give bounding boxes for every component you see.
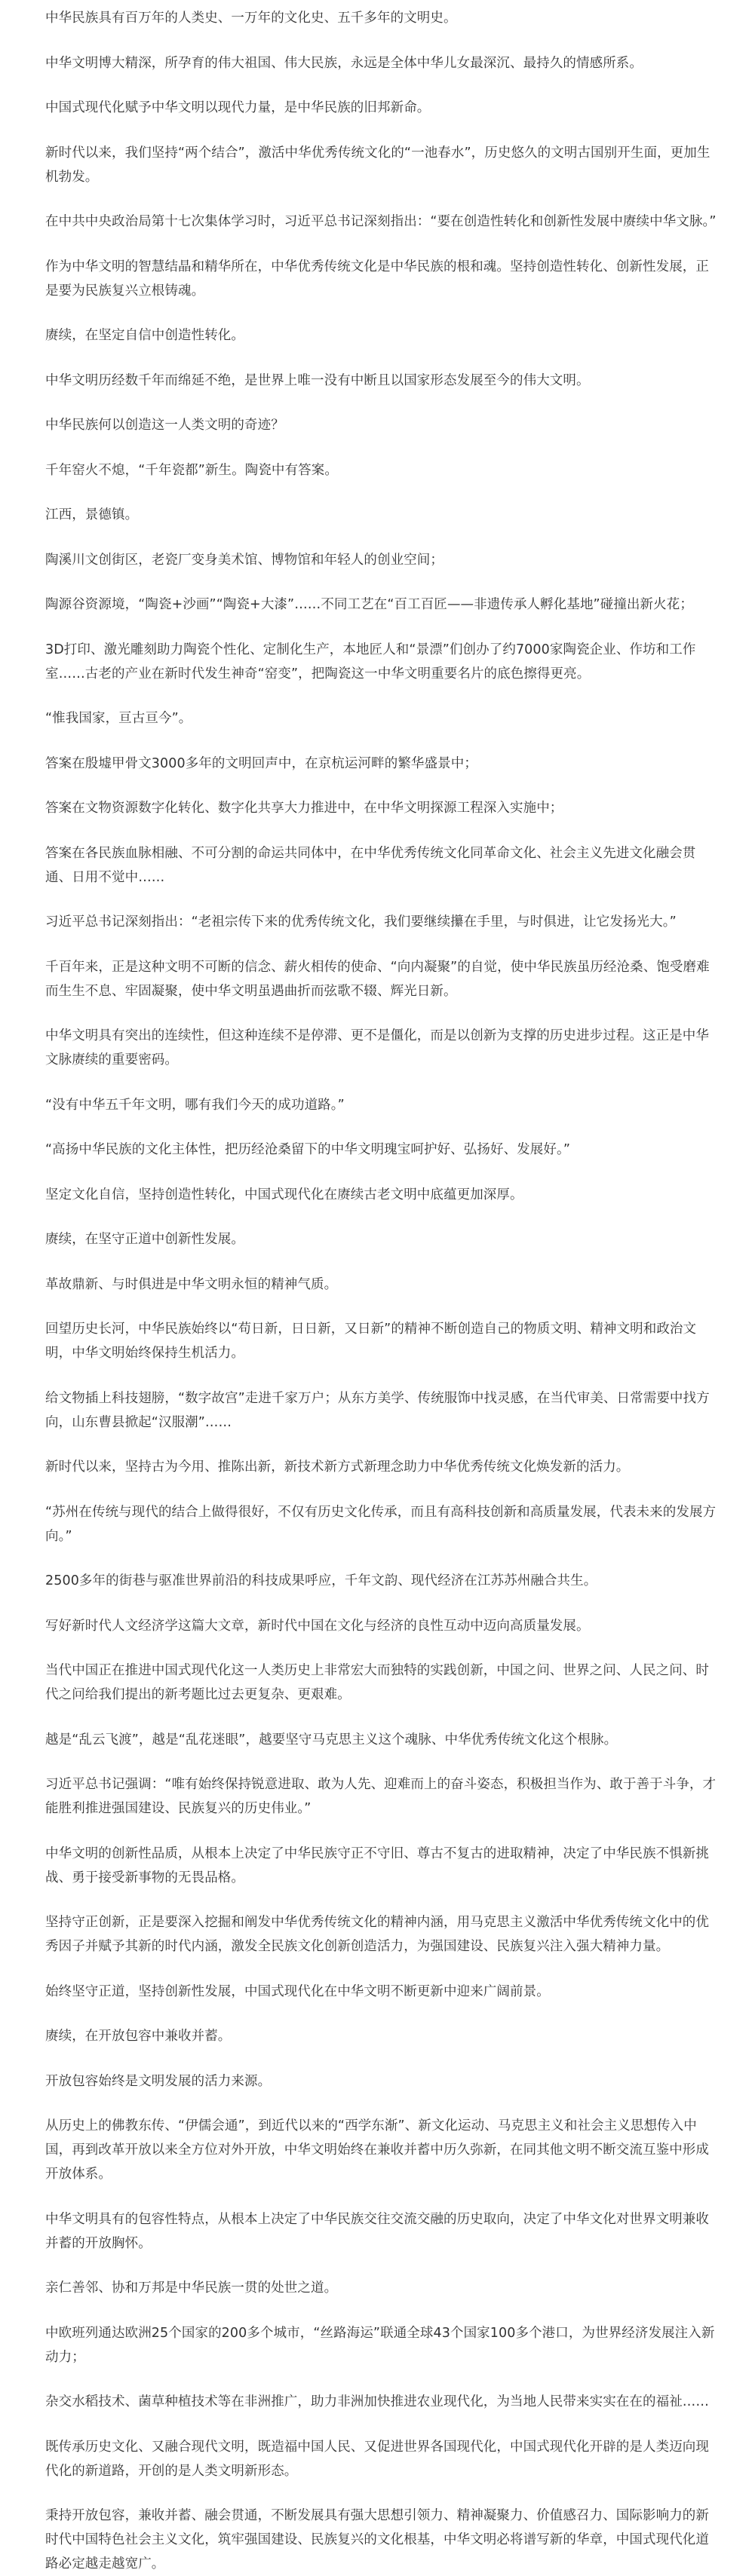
paragraph: 陶溪川文创街区，老瓷厂变身美术馆、博物馆和年轻人的创业空间； [45, 552, 444, 568]
paragraph: 坚持守正创新，正是要深入挖掘和阐发中华优秀传统文化的精神内涵，用马克思主义激活中华优秀传统文化中的优秀因子并赋予其新的时代内涵，激发全民族文化创新创造活力，为强国建设、民族复兴注入强大精神力量。 [45, 1915, 709, 1954]
paragraph: 越是“乱云飞渡”，越是“乱花迷眼”，越要坚守马克思主义这个魂脉、中华优秀传统文化这个根脉。 [45, 1732, 618, 1747]
paragraph: 中华文明博大精深，所孕育的伟大祖国、伟大民族，永远是全体中华儿女最深沉、最持久的情感所系。 [45, 55, 643, 71]
paragraph: 2500多年的街巷与驱准世界前沿的科技成果呼应，千年文韵、现代经济在江苏苏州融合共生。 [45, 1573, 597, 1588]
paragraph: 赓续，在开放包容中兼收并蓄。 [45, 2029, 232, 2044]
paragraph: “没有中华五千年文明，哪有我们今天的成功道路。” [45, 1097, 345, 1113]
paragraph: 秉持开放包容，兼收并蓄、融会贯通，不断发展具有强大思想引领力、精神凝聚力、价值感召力、国际影响力的新时代中国特色社会主义文化，筑牢强国建设、民族复兴的文化根基，中华文明必将谱写新的华章，中国式现代化道路必定越走越宽广。 [45, 2508, 709, 2571]
paragraph: 杂交水稻技术、菌草种植技术等在非洲推广，助力非洲加快推进农业现代化，为当地人民带来实实在在的福祉…… [45, 2394, 709, 2409]
paragraph: “高扬中华民族的文化主体性，把历经沧桑留下的中华文明瑰宝呵护好、弘扬好、发展好。” [45, 1142, 570, 1157]
paragraph: 中华文明具有突出的连续性，但这种连续不是停滞、更不是僵化，而是以创新为支撑的历史进步过程。这正是中华文脉赓续的重要密码。 [45, 1028, 709, 1067]
paragraph: 新时代以来，坚持古为今用、推陈出新，新技术新方式新理念助力中华优秀传统文化焕发新的活力。 [45, 1460, 630, 1475]
paragraph: 答案在殷墟甲骨文3000多年的文明回声中，在京杭运河畔的繁华盛景中； [45, 755, 477, 771]
paragraph: 中欧班列通达欧洲25个国家的200多个城市，“丝路海运”联通全球43个国家100多个港口，为世界经济发展注入新动力； [45, 2325, 715, 2365]
paragraph: 千百年来，正是这种文明不可断的信念、薪火相传的使命、“向内凝聚”的自觉，使中华民族虽历经沧桑、饱受磨难而生生不息、牢固凝聚，使中华文明虽遇曲折而弦歌不辍、辉光日新。 [45, 959, 710, 999]
paragraph: 从历史上的佛教东传、“伊儒会通”，到近代以来的“西学东渐”、新文化运动、马克思主义和社会主义思想传入中国，再到改革开放以来全方位对外开放，中华文明始终在兼收并蓄中历久弥新，在同其他文明不断交流互鉴中形成开放体系。 [45, 2118, 709, 2182]
paragraph: 习近平总书记深刻指出：“老祖宗传下来的优秀传统文化，我们要继续攥在手里，与时俱进，让它发扬光大。” [45, 914, 677, 930]
paragraph: 开放包容始终是文明发展的活力来源。 [45, 2073, 272, 2089]
paragraph: 当代中国正在推进中国式现代化这一人类历史上非常宏大而独特的实践创新，中国之问、世界之问、人民之问、时代之问给我们提出的新考题比过去更复杂、更艰难。 [45, 1663, 709, 1702]
paragraph: 给文物插上科技翅膀，“数字故宫”走进千家万户；从东方美学、传统服饰中找灵感，在当代审美、日常需要中找方向，山东曹县掀起“汉服潮”…… [45, 1390, 710, 1430]
paragraph: 赓续，在坚守正道中创新性发展。 [45, 1232, 244, 1247]
paragraph: “苏州在传统与现代的结合上做得很好，不仅有历史文化传承，而且有高科技创新和高质量发展，代表未来的发展方向。” [45, 1504, 717, 1544]
paragraph: 中华文明具有的包容性特点，从根本上决定了中华民族交往交流交融的历史取向，决定了中华文化对世界文明兼收并蓄的开放胸怀。 [45, 2211, 709, 2251]
paragraph: 赓续，在坚定自信中创造性转化。 [45, 328, 244, 343]
paragraph: 革故鼎新、与时俱进是中华文明永恒的精神气质。 [45, 1276, 338, 1292]
paragraph: 中华民族具有百万年的人类史、一万年的文化史、五千多年的文明史。 [45, 11, 457, 26]
paragraph: 千年窑火不熄，“千年瓷都”新生。陶瓷中有答案。 [45, 462, 338, 478]
paragraph: 坚定文化自信，坚持创造性转化，中国式现代化在赓续古老文明中底蕴更加深厚。 [45, 1187, 523, 1202]
paragraph: 新时代以来，我们坚持“两个结合”，激活中华优秀传统文化的“一池春水”，历史悠久的文明古国别开生面，更加生机勃发。 [45, 145, 711, 185]
paragraph: 中国式现代化赋予中华文明以现代力量，是中华民族的旧邦新命。 [45, 100, 431, 115]
paragraph: 3D打印、激光雕刻助力陶瓷个性化、定制化生产，本地匠人和“景漂”们创办了约7000家陶瓷企业、作坊和工作室……古老的产业在新时代发生神奇“窑变”，把陶瓷这一中华文明重要名片的底色擦得更亮。 [45, 642, 696, 682]
paragraph: 在中共中央政治局第十七次集体学习时，习近平总书记深刻指出：“要在创造性转化和创新性发展中赓续中华文脉。” [45, 214, 717, 229]
paragraph: 回望历史长河，中华民族始终以“苟日新，日日新，又日新”的精神不断创造自己的物质文明、精神文明和政治文明，中华文明始终保持生机活力。 [45, 1322, 697, 1361]
paragraph: 中华文明的创新性品质，从根本上决定了中华民族守正不守旧、尊古不复古的进取精神，决定了中华民族不惧新挑战、勇于接受新事物的无畏品格。 [45, 1845, 709, 1885]
paragraph: 习近平总书记强调：“唯有始终保持锐意进取、敢为人先、迎难而上的奋斗姿态，积极担当作为、敢于善于斗争，才能胜利推进强国建设、民族复兴的历史伟业。” [45, 1777, 717, 1816]
paragraph: 江西，景德镇。 [45, 507, 139, 522]
paragraph: 既传承历史文化、又融合现代文明，既造福中国人民、又促进世界各国现代化，中国式现代化开辟的是人类迈向现代化的新道路，开创的是人类文明新形态。 [45, 2439, 709, 2479]
paragraph: 亲仁善邻、协和万邦是中华民族一贯的处世之道。 [45, 2280, 338, 2296]
paragraph: “惟我国家，亘古亘今”。 [45, 711, 192, 726]
paragraph: 陶源谷资源境，“陶瓷+沙画”“陶瓷+大漆”……不同工艺在“百工百匠——非遗传承人孵化基地”碰撞出新火花； [45, 597, 693, 612]
paragraph: 始终坚守正道，坚持创新性发展，中国式现代化在中华文明不断更新中迎来广阔前景。 [45, 1983, 550, 1999]
paragraph: 中华民族何以创造这一人类文明的奇迹？ [45, 418, 284, 433]
paragraph: 写好新时代人文经济学这篇大文章，新时代中国在文化与经济的良性互动中迈向高质量发展。 [45, 1618, 590, 1634]
paragraph: 答案在文物资源数字化转化、数字化共享大力推进中，在中华文明探源工程深入实施中； [45, 801, 563, 816]
paragraph: 中华文明历经数千年而绵延不绝，是世界上唯一没有中断且以国家形态发展至今的伟大文明。 [45, 372, 590, 388]
paragraph: 答案在各民族血脉相融、不可分割的命运共同体中，在中华优秀传统文化同革命文化、社会主义先进文化融会贯通、日用不觉中…… [45, 845, 696, 885]
paragraph: 作为中华文明的智慧结晶和精华所在，中华优秀传统文化是中华民族的根和魂。坚持创造性转化、创新性发展，正是要为民族复兴立根铸魂。 [45, 259, 709, 299]
